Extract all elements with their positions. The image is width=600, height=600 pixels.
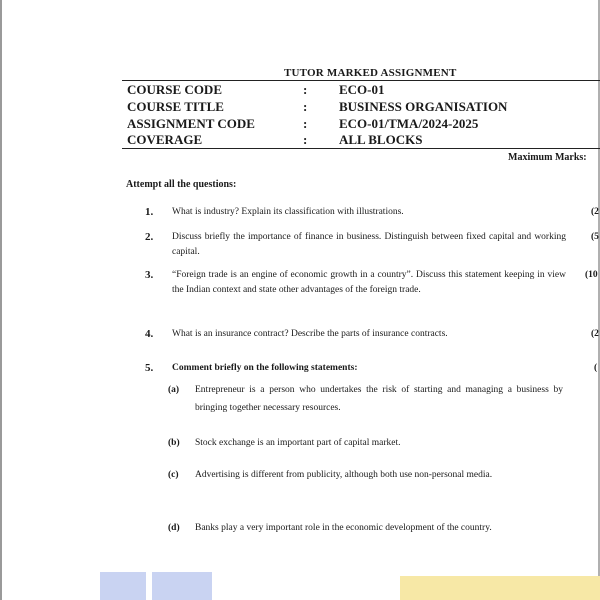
- question-text: What is industry? Explain its classification with illustrations.: [172, 207, 404, 217]
- subquestion-text: Stock exchange is an important part of capital market.: [195, 438, 401, 448]
- question-marks: (5: [591, 232, 599, 242]
- header-bottom-rule: [122, 148, 600, 149]
- subquestion-letter: (b): [168, 438, 180, 448]
- question-number: 3.: [145, 269, 154, 281]
- subquestion-text: Banks play a very important role in the economic development of the country.: [195, 523, 492, 533]
- question-number: 2.: [145, 231, 154, 243]
- assignment-heading: TUTOR MARKED ASSIGNMENT: [284, 67, 457, 79]
- meta-colon: :: [303, 82, 308, 97]
- question-marks: (2: [591, 207, 599, 217]
- left-page-edge: [0, 0, 2, 600]
- question-marks: (2: [591, 329, 599, 339]
- question-marks: (10: [585, 270, 598, 280]
- watermark-logo-shape: [400, 576, 600, 600]
- meta-colon: :: [303, 116, 308, 131]
- maximum-marks-label: Maximum Marks:: [508, 152, 587, 163]
- meta-label: ASSIGNMENT CODE: [127, 116, 255, 131]
- question-text: “Foreign trade is an engine of economic growth in a country”. Discuss this statement keeping in view the Indian context and state other advantages of the foreign trade.: [172, 270, 566, 295]
- question-text: Discuss briefly the importance of finance in business. Distinguish between fixed capital and working capital.: [172, 232, 566, 257]
- meta-value: ALL BLOCKS: [339, 132, 423, 147]
- instructions-text: Attempt all the questions:: [126, 179, 237, 190]
- question-number: 1.: [145, 206, 154, 218]
- subquestion-text: Advertising is different from publicity, although both use non-personal media.: [195, 470, 493, 480]
- header-top-rule: [122, 80, 600, 81]
- subquestion-letter: (c): [168, 470, 179, 480]
- subquestion-letter: (d): [168, 523, 180, 533]
- meta-value: ECO-01: [339, 82, 385, 97]
- question-number: 4.: [145, 328, 154, 340]
- meta-value: ECO-01/TMA/2024-2025: [339, 116, 479, 131]
- meta-label: COVERAGE: [127, 132, 203, 147]
- question-marks: (: [594, 363, 598, 373]
- meta-label: COURSE TITLE: [127, 99, 224, 114]
- question-number: 5.: [145, 362, 154, 374]
- meta-label: COURSE CODE: [127, 82, 222, 97]
- meta-colon: :: [303, 132, 308, 147]
- meta-value: BUSINESS ORGANISATION: [339, 99, 508, 114]
- meta-colon: :: [303, 99, 308, 114]
- question-text: What is an insurance contract? Describe the parts of insurance contracts.: [172, 329, 448, 339]
- watermark-logo-shape: [100, 572, 146, 600]
- subquestion-text: Entrepreneur is a person who undertakes the risk of starting and managing a business by bringing together necessary resources.: [195, 385, 563, 413]
- subquestion-letter: (a): [168, 385, 180, 395]
- question-text: Comment briefly on the following statements:: [172, 363, 358, 373]
- watermark-logo-shape: [152, 572, 212, 600]
